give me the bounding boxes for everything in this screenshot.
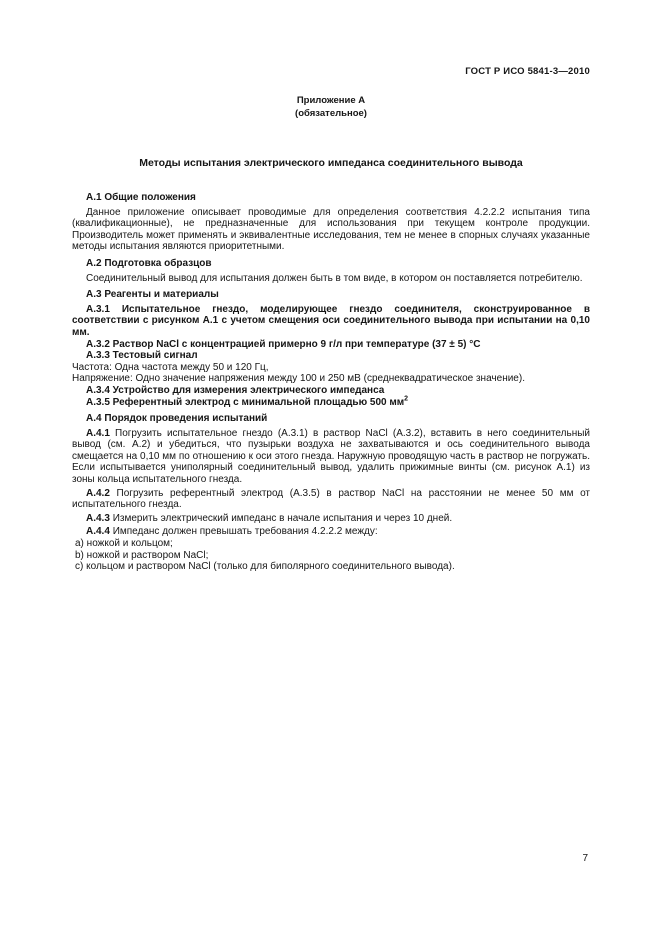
clause-a35-superscript: 2 <box>404 395 409 403</box>
doc-code: ГОСТ Р ИСО 5841-3—2010 <box>465 66 590 77</box>
clause-a32: А.3.2 Раствор NaCl с концентрацией примерно 9 г/л при температуре (37 ± 5) °С <box>86 338 481 350</box>
heading-a1: А.1 Общие положения <box>86 192 196 203</box>
clause-a34: А.3.4 Устройство для измерения электрического импеданса <box>86 384 385 396</box>
test-signal-voltage: Напряжение: Одно значение напряжения между 100 и 250 мВ (среднеквадратическое значение). <box>72 373 525 385</box>
appendix-type: (обязательное) <box>295 108 367 119</box>
clause-a43-number: А.4.3 <box>86 512 110 524</box>
clause-a42-text: Погрузить референтный электрод (А.3.5) в раствор NaCl на расстоянии не менее 50 мм от испытательного гнезда. <box>72 487 591 511</box>
page-number: 7 <box>582 853 588 864</box>
clause-a35 <box>72 397 590 409</box>
heading-a3: А.3 Реагенты и материалы <box>86 289 219 301</box>
appendix-label: Приложение А <box>296 95 366 106</box>
clause-a42 <box>72 488 590 511</box>
test-signal-frequency: Частота: Одна частота между 50 и 120 Гц, <box>72 361 269 373</box>
clause-a44-text: Импеданс должен превышать требования 4.2.2.2 между: <box>112 526 378 538</box>
clause-a41-text: Погрузить испытательное гнездо (А.3.1) в раствор NaCl (А.3.2), вставить в него соединительный вывод (см. А.2) и убедиться, что пузырьки воздуха не захватываются и ось соединительного вывода смещается на 0,10 мм по отношению к оси этого гнезда. Наружную проводящую часть в раствор не погружать. Если испытывается униполярный соединительный вывод, удалить прижимные винты (см. рисунок А.1) из зоны кольца испытательного гнезда. <box>72 427 591 486</box>
clause-a44 <box>72 526 590 538</box>
clause-a43-text: Измерить электрический импеданс в начале испытания и через 10 дней. <box>112 512 453 524</box>
list-item-a: a) ножкой и кольцом; <box>75 538 173 550</box>
clause-a33: А.3.3 Тестовый сигнал <box>86 350 198 362</box>
clause-a35-text: А.3.5 Референтный электрод с минимальной площадью 500 мм <box>86 396 405 408</box>
appendix-block <box>72 94 590 120</box>
clause-a44-number: А.4.4 <box>86 526 110 538</box>
clause-a31: А.3.1 Испытательное гнездо, моделирующее гнездо соединителя, сконструированное в соответствии с рисунком А.1 с учетом смещения оси соединительного вывода при испытании на 0,10 мм. <box>72 303 590 338</box>
section-title: Методы испытания электрического импеданса соединительного вывода <box>139 157 523 169</box>
heading-a4: А.4 Порядок проведения испытаний <box>86 413 268 425</box>
clause-a43 <box>72 513 590 525</box>
document-body <box>72 192 590 573</box>
clause-a41 <box>72 428 590 486</box>
para-a1: Данное приложение описывает проводимые для определения соответствия 4.2.2.2 испытания типа (квалификационные), не предназначенные для использования при текущем контроле продукции. Производитель может применять и эквивалентные исследования, тем не менее в спорных случаях указанные методы испытания являются приоритетными. <box>72 206 590 253</box>
heading-a2: А.2 Подготовка образцов <box>86 257 212 269</box>
list-item-c: c) кольцом и раствором NaCl (только для биполярного соединительного вывода). <box>75 561 455 573</box>
clause-a41-number: А.4.1 <box>86 427 110 439</box>
clause-a42-number: А.4.2 <box>86 487 110 499</box>
list-item-b: b) ножкой и раствором NaCl; <box>75 549 209 561</box>
para-a2: Соединительный вывод для испытания должен быть в том виде, в котором он поставляется потребителю. <box>86 272 583 284</box>
